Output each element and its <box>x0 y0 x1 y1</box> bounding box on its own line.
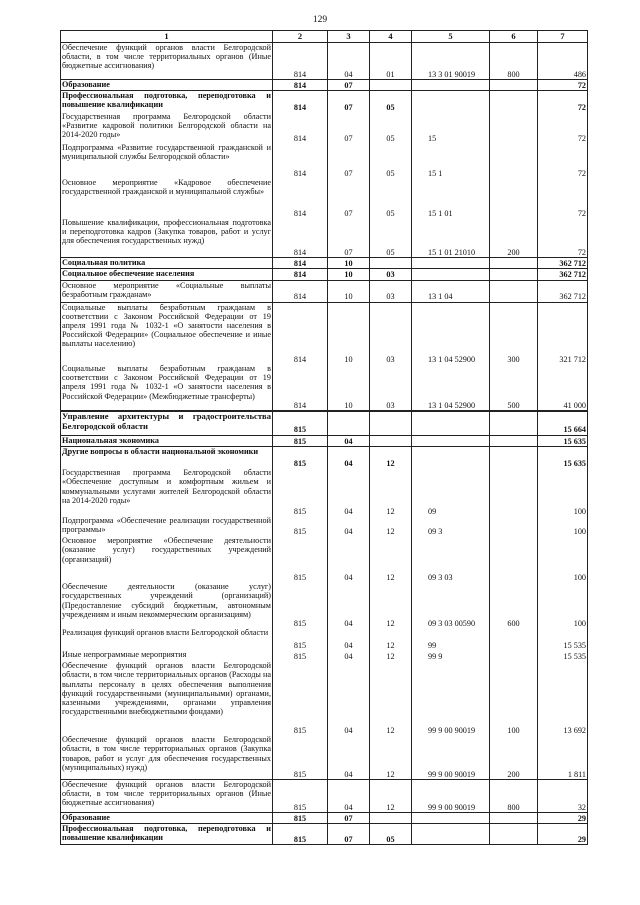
row-admin-code: 815 <box>273 435 328 446</box>
header-row <box>61 31 588 43</box>
table-body <box>61 43 588 845</box>
row-amount: 72 <box>538 91 588 112</box>
row-name: Образование <box>61 80 273 91</box>
row-expense-type <box>490 280 538 302</box>
row-section: 07 <box>328 178 370 218</box>
row-section: 04 <box>328 735 370 779</box>
row-target-article: 13 3 01 90019 <box>412 43 490 80</box>
row-expense-type <box>490 80 538 91</box>
table-row <box>61 280 588 302</box>
row-name: Профессиональная подготовка, переподготовка и повышение квалификации <box>61 91 273 112</box>
row-amount: 72 <box>538 80 588 91</box>
row-amount: 72 <box>538 218 588 258</box>
table-row <box>61 812 588 823</box>
row-admin-code: 814 <box>273 280 328 302</box>
row-amount: 100 <box>538 516 588 536</box>
table-row <box>61 43 588 80</box>
row-admin-code: 815 <box>273 516 328 536</box>
table-row <box>61 468 588 516</box>
row-target-article: 13 1 04 <box>412 280 490 302</box>
row-admin-code: 815 <box>273 779 328 812</box>
row-name: Основное мероприятие «Обеспечение деятельности (оказание услуг) государственных учреждений (организаций) <box>61 536 273 582</box>
row-name: Обеспечение функций органов власти Белгородской области, в том числе территориальных органов (Расходы на выплаты персоналу в целях обеспечения выполнения функций государственными (муниципальными) органами, казенными учреждениями, органами управления государственными внебюджетными фондами) <box>61 661 273 735</box>
row-subsection: 03 <box>370 364 412 411</box>
row-section: 04 <box>328 536 370 582</box>
row-target-article: 99 <box>412 628 490 650</box>
row-admin-code: 814 <box>273 258 328 269</box>
row-expense-type <box>490 468 538 516</box>
row-section: 10 <box>328 269 370 280</box>
row-expense-type: 800 <box>490 43 538 80</box>
row-expense-type <box>490 178 538 218</box>
table-row <box>61 536 588 582</box>
row-section: 10 <box>328 280 370 302</box>
row-expense-type: 300 <box>490 302 538 364</box>
col-header-7: 7 <box>538 31 588 43</box>
row-expense-type <box>490 812 538 823</box>
row-name: Основное мероприятие «Социальные выплаты безработным гражданам» <box>61 280 273 302</box>
row-subsection: 05 <box>370 823 412 844</box>
row-name: Другие вопросы в области национальной экономики <box>61 446 273 468</box>
row-admin-code: 815 <box>273 446 328 468</box>
table-row <box>61 302 588 364</box>
row-name: Обеспечение функций органов власти Белгородской области, в том числе территориальных органов (Иные бюджетные ассигнования) <box>61 43 273 80</box>
table-row <box>61 269 588 280</box>
col-header-2: 2 <box>273 31 328 43</box>
row-name: Социальная политика <box>61 258 273 269</box>
row-expense-type <box>490 516 538 536</box>
row-amount: 41 000 <box>538 364 588 411</box>
table-row <box>61 650 588 661</box>
row-section: 07 <box>328 143 370 178</box>
row-subsection: 12 <box>370 516 412 536</box>
row-admin-code: 815 <box>273 628 328 650</box>
row-subsection: 12 <box>370 628 412 650</box>
row-target-article: 09 3 <box>412 516 490 536</box>
table-row <box>61 411 588 435</box>
row-target-article: 15 1 01 21010 <box>412 218 490 258</box>
row-expense-type <box>490 411 538 435</box>
row-subsection: 05 <box>370 178 412 218</box>
table-row <box>61 258 588 269</box>
row-name: Повышение квалификации, профессиональная подготовка и переподготовка кадров (Закупка товаров, работ и услуг для обеспечения государственных нужд) <box>61 218 273 258</box>
row-subsection: 03 <box>370 280 412 302</box>
row-subsection <box>370 812 412 823</box>
row-amount: 362 712 <box>538 280 588 302</box>
row-section: 07 <box>328 823 370 844</box>
row-target-article: 09 3 03 00590 <box>412 582 490 628</box>
row-target-article <box>412 435 490 446</box>
row-admin-code: 814 <box>273 43 328 80</box>
table-row <box>61 516 588 536</box>
row-name: Национальная экономика <box>61 435 273 446</box>
row-expense-type <box>490 143 538 178</box>
row-expense-type: 600 <box>490 582 538 628</box>
row-admin-code: 814 <box>273 80 328 91</box>
row-section: 04 <box>328 779 370 812</box>
row-subsection: 05 <box>370 218 412 258</box>
row-expense-type <box>490 446 538 468</box>
row-section: 07 <box>328 80 370 91</box>
row-name: Обеспечение функций органов власти Белгородской области, в том числе территориальных органов (Иные бюджетные ассигнования) <box>61 779 273 812</box>
row-target-article <box>412 258 490 269</box>
row-expense-type <box>490 823 538 844</box>
row-amount: 15 535 <box>538 650 588 661</box>
row-expense-type: 200 <box>490 218 538 258</box>
row-admin-code: 815 <box>273 650 328 661</box>
row-subsection: 03 <box>370 269 412 280</box>
row-target-article: 99 9 00 90019 <box>412 735 490 779</box>
row-admin-code: 815 <box>273 536 328 582</box>
col-header-6: 6 <box>490 31 538 43</box>
row-amount: 362 712 <box>538 269 588 280</box>
row-target-article <box>412 446 490 468</box>
row-section: 07 <box>328 91 370 112</box>
row-expense-type <box>490 650 538 661</box>
row-amount: 72 <box>538 143 588 178</box>
row-target-article <box>412 269 490 280</box>
row-subsection <box>370 80 412 91</box>
row-target-article: 99 9 00 90019 <box>412 779 490 812</box>
row-target-article: 15 1 <box>412 143 490 178</box>
row-section: 04 <box>328 43 370 80</box>
row-subsection: 05 <box>370 143 412 178</box>
row-admin-code: 815 <box>273 661 328 735</box>
table-row <box>61 446 588 468</box>
row-expense-type: 200 <box>490 735 538 779</box>
row-name: Подпрограмма «Обеспечение реализации государственной программы» <box>62 516 271 535</box>
row-amount: 100 <box>538 582 588 628</box>
row-admin-code: 814 <box>273 91 328 112</box>
row-section: 10 <box>328 364 370 411</box>
row-admin-code: 814 <box>273 143 328 178</box>
table-row <box>61 435 588 446</box>
table-row <box>61 218 588 258</box>
row-amount: 29 <box>538 812 588 823</box>
row-name: Обеспечение деятельности (оказание услуг) государственных учреждений (организаций) (Предоставление субсидий бюджетным, автономным учреждениям и иным некоммерческим организациям) <box>61 582 273 628</box>
row-amount: 72 <box>538 112 588 143</box>
row-amount: 15 535 <box>538 628 588 650</box>
row-name: Профессиональная подготовка, переподготовка и повышение квалификации <box>61 823 273 844</box>
row-target-article: 09 <box>412 468 490 516</box>
page-number: 129 <box>312 15 328 25</box>
row-subsection: 12 <box>370 650 412 661</box>
col-header-4: 4 <box>370 31 412 43</box>
row-target-article: 15 <box>412 112 490 143</box>
row-subsection: 12 <box>370 779 412 812</box>
row-subsection: 12 <box>370 735 412 779</box>
row-amount: 29 <box>538 823 588 844</box>
row-target-article <box>412 812 490 823</box>
row-subsection: 12 <box>370 582 412 628</box>
row-subsection: 01 <box>370 43 412 80</box>
row-target-article: 09 3 03 <box>412 536 490 582</box>
row-admin-code: 814 <box>273 178 328 218</box>
row-target-article <box>412 823 490 844</box>
col-header-3: 3 <box>328 31 370 43</box>
row-name: Социальные выплаты безработным гражданам в соответствии с Законом Российской Федерации от 19 апреля 1991 года № 1032-1 «О занятости населения в Российской Федерации» (Межбюджетные трансферты) <box>61 364 273 411</box>
row-amount: 15 635 <box>538 446 588 468</box>
row-target-article: 99 9 00 90019 <box>412 661 490 735</box>
row-name: Основное мероприятие «Кадровое обеспечение государственной гражданской и муниципальной службы» <box>61 178 273 218</box>
row-admin-code: 814 <box>273 364 328 411</box>
row-name: Образование <box>61 812 273 823</box>
row-name: Иные непрограммные мероприятия <box>61 650 273 661</box>
row-subsection: 12 <box>370 468 412 516</box>
row-admin-code: 814 <box>273 269 328 280</box>
row-target-article: 13 1 04 52900 <box>412 302 490 364</box>
row-expense-type <box>490 112 538 143</box>
row-admin-code: 815 <box>273 823 328 844</box>
row-name: Подпрограмма «Развитие государственной гражданской и муниципальной службы Белгородской области» <box>61 143 273 178</box>
row-section: 04 <box>328 650 370 661</box>
table-row <box>61 91 588 112</box>
row-expense-type: 800 <box>490 779 538 812</box>
row-name: Управление архитектуры и градостроительства Белгородской области <box>61 411 273 435</box>
row-subsection <box>370 411 412 435</box>
row-expense-type <box>490 435 538 446</box>
row-expense-type <box>490 628 538 650</box>
table-row <box>61 779 588 812</box>
row-amount: 100 <box>538 468 588 516</box>
row-section: 04 <box>328 435 370 446</box>
row-amount: 15 664 <box>538 411 588 435</box>
row-expense-type <box>490 536 538 582</box>
row-section <box>328 411 370 435</box>
row-subsection: 12 <box>370 536 412 582</box>
table-row <box>61 364 588 411</box>
row-amount: 486 <box>538 43 588 80</box>
row-subsection <box>370 435 412 446</box>
row-target-article <box>412 80 490 91</box>
row-subsection <box>370 258 412 269</box>
row-name: Социальное обеспечение населения <box>61 269 273 280</box>
col-header-5: 5 <box>412 31 490 43</box>
row-section: 04 <box>328 446 370 468</box>
row-admin-code: 815 <box>273 468 328 516</box>
table-row <box>61 735 588 779</box>
row-expense-type: 100 <box>490 661 538 735</box>
row-amount: 72 <box>538 178 588 218</box>
row-name: Социальные выплаты безработным гражданам в соответствии с Законом Российской Федерации от 19 апреля 1991 года № 1032-1 «О занятости населения в Российской Федерации» (Социальное обеспечение и иные выплаты населению) <box>61 302 273 364</box>
row-amount: 13 692 <box>538 661 588 735</box>
row-admin-code: 814 <box>273 218 328 258</box>
table-row <box>61 80 588 91</box>
row-name: Реализация функций органов власти Белгородской области <box>61 628 273 650</box>
row-section: 10 <box>328 258 370 269</box>
row-subsection: 05 <box>370 91 412 112</box>
row-subsection: 03 <box>370 302 412 364</box>
row-section: 04 <box>328 468 370 516</box>
row-admin-code: 815 <box>273 411 328 435</box>
row-section: 07 <box>328 218 370 258</box>
row-section: 07 <box>328 112 370 143</box>
budget-table <box>60 30 588 845</box>
row-expense-type <box>490 269 538 280</box>
row-amount: 15 635 <box>538 435 588 446</box>
row-subsection: 12 <box>370 661 412 735</box>
row-target-article: 99 9 <box>412 650 490 661</box>
table-row <box>61 178 588 218</box>
table-row <box>61 143 588 178</box>
table-row <box>61 823 588 844</box>
row-section: 04 <box>328 516 370 536</box>
row-admin-code: 814 <box>273 302 328 364</box>
row-expense-type <box>490 258 538 269</box>
row-target-article: 13 1 04 52900 <box>412 364 490 411</box>
row-section: 04 <box>328 582 370 628</box>
row-section: 04 <box>328 661 370 735</box>
row-subsection: 05 <box>370 112 412 143</box>
row-amount: 1 811 <box>538 735 588 779</box>
row-name: Обеспечение функций органов власти Белгородской области, в том числе территориальных органов (Закупка товаров, работ и услуг для обеспечения государственных (муниципальных) нужд) <box>61 735 273 779</box>
table-row <box>61 582 588 628</box>
row-amount: 362 712 <box>538 258 588 269</box>
row-target-article: 15 1 01 <box>412 178 490 218</box>
table-row <box>61 661 588 735</box>
row-name: Государственная программа Белгородской области «Обеспечение доступным и комфортным жильем и коммунальными услугами жителей Белгородской области на 2014-2020 годы» <box>61 468 273 516</box>
row-subsection: 12 <box>370 446 412 468</box>
row-amount: 100 <box>538 536 588 582</box>
row-admin-code: 815 <box>273 812 328 823</box>
row-expense-type: 500 <box>490 364 538 411</box>
row-section: 10 <box>328 302 370 364</box>
row-admin-code: 814 <box>273 112 328 143</box>
row-amount: 32 <box>538 779 588 812</box>
row-expense-type <box>490 91 538 112</box>
table-row <box>61 628 588 650</box>
row-admin-code: 815 <box>273 735 328 779</box>
col-header-1: 1 <box>61 31 273 43</box>
row-section: 04 <box>328 628 370 650</box>
row-target-article <box>412 91 490 112</box>
row-admin-code: 815 <box>273 582 328 628</box>
row-target-article <box>412 411 490 435</box>
row-name: Государственная программа Белгородской области «Развитие кадровой политики Белгородской области на 2014-2020 годы» <box>61 112 273 143</box>
table-row <box>61 112 588 143</box>
row-amount: 321 712 <box>538 302 588 364</box>
row-section: 07 <box>328 812 370 823</box>
